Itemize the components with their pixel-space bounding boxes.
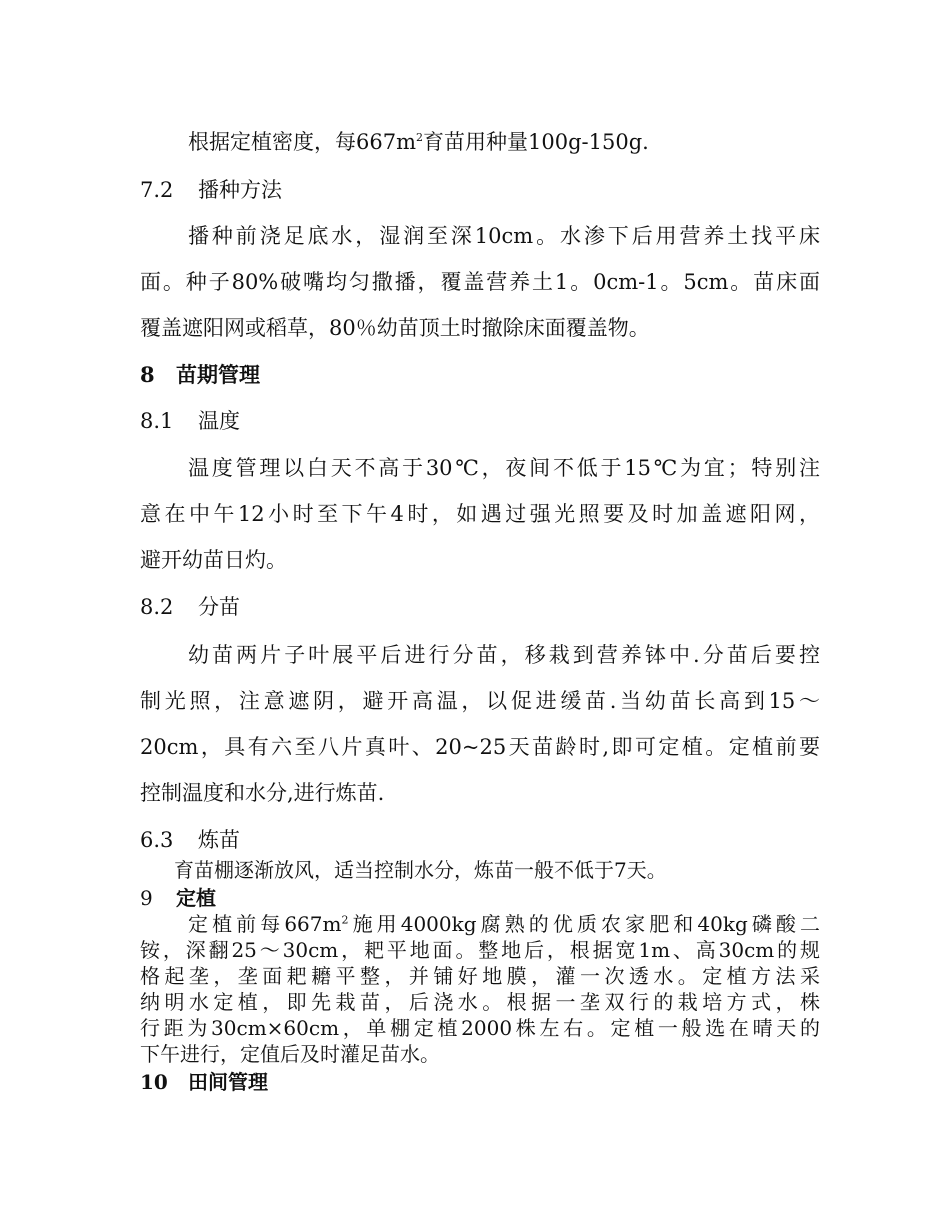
superscript: 2 xyxy=(416,131,423,144)
section-number: 8.2 xyxy=(140,595,174,619)
paragraph-line: 下午进行，定值后及时灌足苗水。 xyxy=(140,1042,440,1066)
text-segment: 施用4000kg腐熟的优质农家肥和40kg磷酸二 xyxy=(348,912,821,936)
paragraph-line xyxy=(188,912,820,936)
paragraph-line: 纳明水定植，即先栽苗，后浇水。根据一垄双行的栽培方式，株 xyxy=(140,990,820,1014)
section-heading-10 xyxy=(140,1070,820,1094)
section-number: 8.1 xyxy=(140,409,174,433)
paragraph-line: 20cm，具有六至八片真叶、20~25天苗龄时,即可定植。定植前要 xyxy=(140,735,820,759)
superscript: 2 xyxy=(341,913,349,927)
section-heading-6-3 xyxy=(140,826,820,854)
section-title: 苗期管理 xyxy=(176,362,260,387)
section-title: 炼苗 xyxy=(198,828,240,852)
paragraph-line: 面。种子80%破嘴均匀撒播，覆盖营养土1。0cm-1。5cm。苗床面 xyxy=(140,270,820,294)
paragraph-line: 温度管理以白天不高于30℃，夜间不低于15℃为宜；特别注 xyxy=(188,456,820,480)
section-title: 分苗 xyxy=(198,595,240,619)
section-title: 定植 xyxy=(176,886,216,910)
section-heading-9 xyxy=(140,886,820,910)
section-number: 9 xyxy=(140,886,153,910)
text-segment: 根据定植密度，每667m xyxy=(188,130,416,154)
section-heading-8-2 xyxy=(140,593,820,621)
paragraph-line: 行距为30cm×60cm，单棚定植2000株左右。定植一般选在晴天的 xyxy=(140,1016,820,1040)
section-number: 10 xyxy=(140,1070,168,1094)
section-heading-7-2 xyxy=(140,176,820,204)
section-heading-8-1 xyxy=(140,407,820,435)
section-title: 温度 xyxy=(198,409,240,433)
section-number: 7.2 xyxy=(140,178,174,202)
paragraph-line: 控制温度和水分,进行炼苗. xyxy=(140,781,385,805)
section-title: 播种方法 xyxy=(198,178,282,202)
section-title: 田间管理 xyxy=(188,1070,268,1094)
text-segment: 育苗用种量100g-150g. xyxy=(423,130,649,154)
section-number: 6.3 xyxy=(140,828,174,852)
text-segment: 定植前每667m xyxy=(188,912,342,936)
paragraph-line: 避开幼苗日灼。 xyxy=(140,548,287,572)
section-heading-8 xyxy=(140,361,820,389)
paragraph-line: 覆盖遮阳网或稻草，80％幼苗顶土时撤除床面覆盖物。 xyxy=(140,316,650,340)
section-number: 8 xyxy=(140,362,155,387)
paragraph-line: 铵，深翻25～30cm，耙平地面。整地后，根据宽1m、高30cm的规 xyxy=(140,938,820,962)
paragraph-seed-amount xyxy=(188,128,820,156)
paragraph-line: 育苗棚逐渐放风，适当控制水分，炼苗一般不低于7天。 xyxy=(174,858,667,882)
paragraph-line: 幼苗两片子叶展平后进行分苗，移栽到营养钵中.分苗后要控 xyxy=(188,643,820,667)
paragraph-line: 播种前浇足底水，湿润至深10cm。水渗下后用营养土找平床 xyxy=(188,224,820,248)
paragraph-line: 意在中午12小时至下午4时，如遇过强光照要及时加盖遮阳网， xyxy=(140,502,820,526)
paragraph-line: 制光照，注意遮阴，避开高温，以促进缓苗.当幼苗长高到15～ xyxy=(140,689,820,713)
paragraph-line: 格起垄，垄面耙耱平整，并铺好地膜，灌一次透水。定植方法采 xyxy=(140,964,820,988)
